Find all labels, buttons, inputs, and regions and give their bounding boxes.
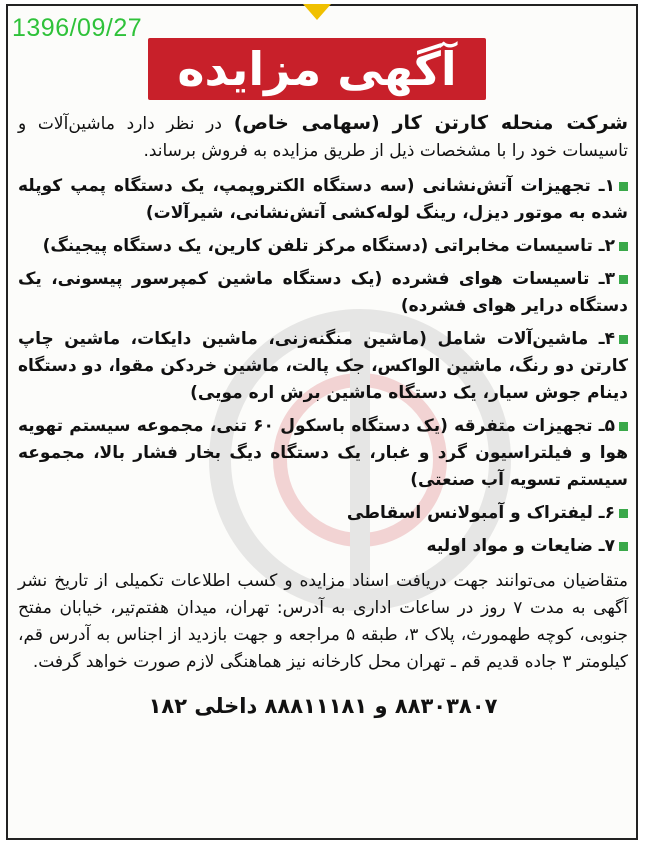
list-item: ۶ـ لیفتراک و آمبولانس اسقاطی bbox=[18, 500, 628, 527]
title-banner bbox=[148, 38, 486, 100]
bullet-icon bbox=[619, 275, 628, 284]
list-item: ۱ـ تجهیزات آتش‌نشانی (سه دستگاه الکتروپمپ، یک دستگاه پمپ کوپله شده به موتور دیزل، رینگ لوله‌کشی آتش‌نشانی، شیرآلات) bbox=[18, 176, 628, 223]
banner-title: آگهی مزایده bbox=[177, 42, 457, 96]
list-item: ۵ـ تجهیزات متفرقه (یک دستگاه باسکول ۶۰ تنی، مجموعه سیستم تهویه هوا و فیلتراسیون گرد و غبار، یک دستگاه دیگ بخار فشار بالا، مجموعه سیستم تسویه آب صنعتی) bbox=[18, 416, 628, 490]
bullet-icon bbox=[619, 335, 628, 344]
ad-body bbox=[18, 110, 628, 720]
list-item: ۳ـ تاسیسات هوای فشرده (یک دستگاه ماشین کمپرسور پیسونی، یک دستگاه درایر هوای فشرده) bbox=[18, 269, 628, 316]
pointer-marker bbox=[303, 4, 331, 20]
bullet-icon bbox=[619, 422, 628, 431]
bullet-icon bbox=[619, 509, 628, 518]
list-item: ۴ـ ماشین‌آلات شامل (ماشین منگنه‌زنی، ماشین دایکات، ماشین چاپ کارتن دو رنگ، ماشین الواکس، جک پالت، ماشین خردکن مقوا، دو دستگاه دینام جوش سیار، یک دستگاه ماشین برش اره مویی) bbox=[18, 329, 628, 403]
date-stamp: 1396/09/27 bbox=[12, 14, 143, 42]
phone-numbers: ۸۸۳۰۳۸۰۷ و ۸۸۸۱۱۱۸۱ داخلی ۱۸۲ bbox=[148, 694, 498, 718]
company-name: شرکت منحله کارتن کار (سهامی خاص) bbox=[233, 112, 629, 134]
intro-text: در نظر دارد ماشین‌آلات و تاسیسات خود را با مشخصات ذیل از طریق مزایده به فروش برساند. bbox=[18, 114, 628, 161]
list-item: ۷ـ ضایعات و مواد اولیه bbox=[18, 533, 628, 560]
bullet-icon bbox=[619, 242, 628, 251]
bullet-icon bbox=[619, 542, 628, 551]
bullet-icon bbox=[619, 182, 628, 191]
list-item: ۲ـ تاسیسات مخابراتی (دستگاه مرکز تلفن کارین، یک دستگاه پیجینگ) bbox=[18, 233, 628, 260]
footer-paragraph: متقاضیان می‌توانند جهت دریافت اسناد مزایده و کسب اطلاعات تکمیلی از تاریخ نشر آگهی به مدت ۷ روز در ساعات اداری به آدرس: تهران، میدان هفتم‌تیر، خیابان مفتح جنوبی، کوچه طهمورث، پلاک ۳، طبقه ۵ مراجعه و جهت بازدید از اجناس به آدرس قم، کیلومتر ۳ جاده قدیم قم ـ تهران محل کارخانه نیز هماهنگی لازم صورت خواهد گرفت. bbox=[18, 571, 628, 672]
intro-paragraph bbox=[18, 110, 628, 165]
